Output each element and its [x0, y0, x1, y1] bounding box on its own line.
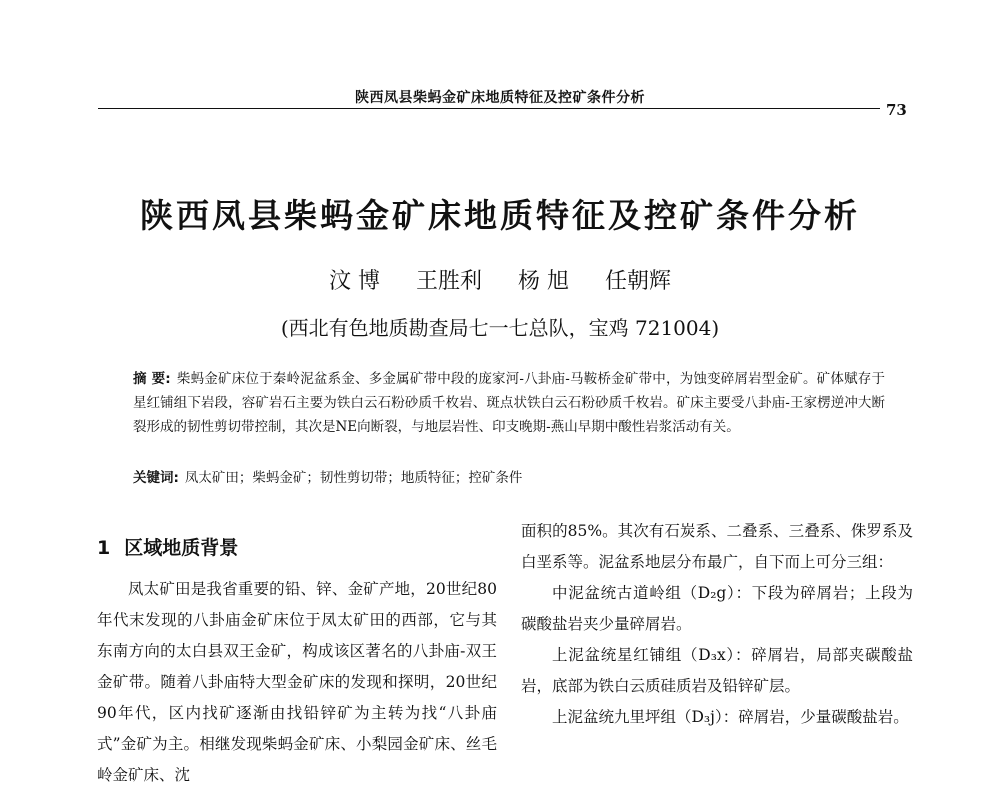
section-heading [97, 528, 497, 568]
keywords [133, 466, 885, 490]
left-column [97, 528, 497, 791]
author: 杨 旭 [518, 269, 569, 294]
header-rule [98, 108, 880, 109]
section-number: 1 [97, 537, 111, 559]
running-head: 陕西凤县柴蚂金矿床地质特征及控矿条件分析 [355, 90, 645, 106]
body-paragraph: 中泥盆统古道岭组（D₂g）：下段为碎屑岩；上段为碳酸盐岩夹少量碎屑岩。 [521, 584, 913, 633]
body-paragraph: 上泥盆统星红铺组（D₃x）：碎屑岩，局部夹碳酸盐岩，底部为铁白云质硅质岩及铅锌矿层。 [521, 646, 913, 695]
paper-title: 陕西凤县柴蚂金矿床地质特征及控矿条件分析 [140, 196, 860, 235]
body-paragraph: 面积的85%。其次有石炭系、二叠系、三叠系、侏罗系及白垩系等。泥盆系地层分布最广，自下而上可分三组： [521, 522, 913, 571]
author: 汶 博 [328, 269, 380, 294]
author-list [0, 264, 1000, 295]
keywords-label: 关键词: [133, 470, 179, 486]
page-number: 73 [886, 101, 907, 119]
abstract-label: 摘 要: [133, 371, 171, 387]
body-paragraph: 上泥盆统九里坪组（D₃j）：碎屑岩，少量碳酸盐岩。 [552, 708, 909, 726]
abstract [133, 367, 885, 439]
section-title: 区域地质背景 [124, 537, 239, 559]
author: 王胜利 [415, 269, 482, 294]
affiliation: (西北有色地质勘查局七一七总队，宝鸡 721004) [280, 316, 720, 340]
author: 任朝辉 [605, 269, 672, 294]
keywords-text: 凤太矿田；柴蚂金矿；韧性剪切带；地质特征；控矿条件 [184, 470, 523, 486]
body-paragraph: 凤太矿田是我省重要的铅、锌、金矿产地，20世纪80年代末发现的八卦庙金矿床位于凤太矿田的西部，它与其东南方向的太白县双王金矿，构成该区著名的八卦庙-双王金矿带。随着八卦庙特大型金矿床的发现和探明，20世纪90年代，区内找矿逐渐由找铅锌矿为主转为找“八卦庙式”金矿为主。相继发现柴蚂金矿床、小梨园金矿床、丝毛岭金矿床、沈 [97, 580, 497, 784]
right-column [521, 516, 913, 733]
abstract-text: 柴蚂金矿床位于秦岭泥盆系金、多金属矿带中段的庞家河-八卦庙-马鞍桥金矿带中，为蚀变碎屑岩型金矿。矿体赋存于星红铺组下岩段，容矿岩石主要为铁白云石粉砂质千枚岩、斑点状铁白云石粉砂质千枚岩。矿床主要受八卦庙-王家楞逆冲大断裂形成的韧性剪切带控制，其次是NE向断裂，与地层岩性、印支晚期-燕山早期中酸性岩浆活动有关。 [133, 371, 885, 435]
